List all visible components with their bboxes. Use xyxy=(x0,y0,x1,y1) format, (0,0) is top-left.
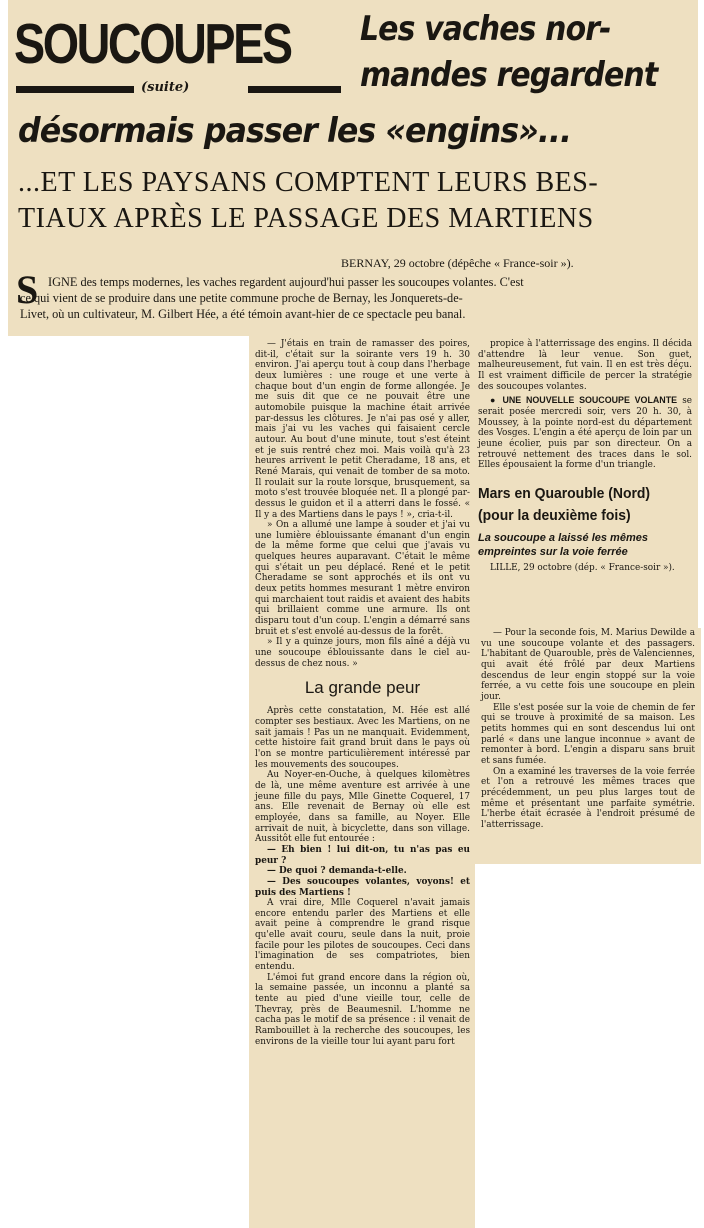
col1-paragraph: » Il y a quinze jours, mon fils aîné a déjà vu une soucoupe éblouissante dans le ciel au-dessus de chez nous. » xyxy=(255,637,470,669)
column-left xyxy=(249,336,475,1228)
suite-rule-left xyxy=(16,86,134,93)
col1-paragraph: — Des soucoupes volantes, voyons! et puis des Martiens ! xyxy=(255,876,470,898)
headline xyxy=(360,6,657,98)
lead-line-3: Livet, où un cultivateur, M. Gilbert Hée, a été témoin avant-hier de ce spectacle peu banal. xyxy=(20,307,466,321)
suite-rule-right xyxy=(248,86,341,93)
subhead-la-grande-peur: La grande peur xyxy=(304,678,421,698)
col1-paragraph: » On a allumé une lampe à souder et j'ai vu une lumière éblouissante émanant d'un engin de la même forme que celui que j'avais vu quelques heures auparavant. C'était le même qui s'était un peu déplacé. René et le petit Cheradame se sont approchés et ils ont vu deux petits hommes mesurant 1 mètre environ qui marchaient tout raidis et avaient des habits qui brillaient comme une armure. Ils ont disparu tout d'un coup. L'engin a démarré sans bruit et s'est envolé au-dessus de la forêt. xyxy=(255,520,470,637)
subheadline xyxy=(18,165,598,237)
column-right-bottom xyxy=(475,628,701,864)
col1-paragraph: L'émoi fut grand encore dans la région où, la semaine passée, un inconnu a planté sa tente au pied d'une vieille tour, celle de Thevray, près de Beaumesnil. L'homme ne cacha pas le motif de sa présence : il venait de Rambouillet à la recherche des soucoupes, les environs de la vieille tour lui ayant paru fort xyxy=(255,972,470,1047)
bullet-lead: ● UNE NOUVELLE SOUCOUPE VOLANTE xyxy=(490,395,678,406)
box-paragraph: — Pour la seconde fois, M. Marius Dewilde a vu une soucoupe volante et des passagers. L'habitant de Quarouble, près de Valenciennes, qui avait été frôlé par deux Martiens descendus de leur engin stoppé sur la voie ferrée, a vu cette fois une soucoupe en plein jour. xyxy=(481,628,695,702)
subheadline-line-1: ...ET LES PAYSANS COMPTENT LEURS BES- xyxy=(18,167,599,198)
headline-line-1: Les vaches nor- xyxy=(360,9,611,49)
col2-paragraph: propice à l'atterrissage des engins. Il décida d'attendre là leur venue. Son guet, malheureusement, fut vain. Il en est très déçu. Il est vraiment difficile de percer la stratégie des soucoupes volantes. xyxy=(478,339,692,392)
col1-paragraph: Au Noyer-en-Ouche, à quelques kilomètres de là, une même aventure est arrivée à une jeune fille du pays, Mlle Ginette Coquerel, 17 ans. Elle revenait de Bernay où elle est employée, dans sa famille, au Noyer. Elle arrivait de nuit, à bicyclette, dans son village. Aussitôt elle fut entourée : xyxy=(255,770,470,845)
headline-line-3: désormais passer les «engins»... xyxy=(18,111,572,151)
header-clipping xyxy=(8,0,698,336)
lead-line-1: IGNE des temps modernes, les vaches regardent aujourd'hui passer les soucoupes volantes. C'est xyxy=(48,275,524,289)
bullet-text: se serait posée mercredi soir, vers 20 h. 30, à Moussey, à la pointe nord-est du département des Vosges. L'engin a été aperçu de loin par un jeune écolier, puis par son directeur. On a retrouvé nettement des traces dans le sol. Elles épousaient la forme d'un triangle. xyxy=(478,396,692,471)
lead-paragraph xyxy=(20,274,693,322)
box-title-line-1: Mars en Quarouble (Nord) xyxy=(478,484,651,502)
subheadline-line-2: TIAUX APRÈS LE PASSAGE DES MARTIENS xyxy=(18,203,594,234)
box-deck: La soucoupe a laissé les mêmes empreintes sur la voie ferrée xyxy=(478,531,648,558)
col1-paragraph: A vrai dire, Mlle Coquerel n'avait jamais encore entendu parler des Martiens et elle avait peine à comprendre le grand risque qu'elle avait couru, seule dans la nuit, proie facile pour les pilotes de soucoupes. Ceci dans l'imagination de ses compatriotes, bien entendu. xyxy=(255,898,470,973)
col1-paragraph: — J'étais en train de ramasser des poires, dit-il, c'était sur la soirante vers 19 h. 30 environ. J'ai aperçu tout à coup dans l'herbage deux lumières : une rouge et une verte à chaque bout d'un engin de forme allongée. Je me suis dit que ce ne pouvait être une automobile puisque la machine était arrivée par-dessus les clôtures. Je n'ai pas osé y aller, mais j'ai vu les vaches qui faisaient cercle autour. Au bout d'une minute, tout s'est éteint et je suis rentré chez moi. Mais voilà qu'à 23 heures arrivent le petit Cheradame, 18 ans, et René Marais, qui venait de tomber de sa moto. Il roulait sur la route lorsque, brusquement, sa moto s'est trouvée bloquée net. Il a plongé par-dessus le guidon et il a atterri dans le fossé. « Il y a des Martiens dans le pays ! », cria-t-il. xyxy=(255,339,470,520)
lead-dropcap: S xyxy=(16,267,39,312)
box-first-paragraph xyxy=(478,563,692,574)
kicker: SOUCOUPES xyxy=(14,12,291,76)
col1-paragraph: — De quoi ? demanda-t-elle. xyxy=(267,866,407,877)
col2-bullet-paragraph xyxy=(478,395,692,471)
dateline: BERNAY, 29 octobre (dépêche « France-soir »). xyxy=(341,256,574,270)
box-paragraph: On a examiné les traverses de la voie ferrée et l'on a retrouvé les mêmes traces que précédemment, un peu plus larges tout de même et présentant une parfaite symétrie. L'herbe était écrasée à l'endroit présumé de l'atterrissage. xyxy=(481,766,695,830)
box-dateline: LILLE, 29 octobre (dép. « France-soir »). xyxy=(490,562,675,573)
headline-line-2: mandes regardent xyxy=(360,55,658,95)
col1-paragraph: — Eh bien ! lui dit-on, tu n'as pas eu peur ? xyxy=(255,844,470,866)
col1-paragraph: Après cette constatation, M. Hée est allé compter ses bestiaux. Avec les Martiens, on ne sait jamais ! Pas un ne manquait. Evidemment, cette histoire fait grand bruit dans le pays où l'on se montre particulièrement intéressé par les mouvements des soucoupes. xyxy=(255,706,470,770)
suite-label: (suite) xyxy=(141,80,190,95)
box-paragraph: Elle s'est posée sur la voie de chemin de fer qui se trouve à proximité de sa maison. Les petits hommes qui en sont descendus lui ont parlé « dans une langue inconnue » avant de remonter à bord. L'engin a disparu sans bruit et sans fumée. xyxy=(481,702,695,766)
lead-line-2: ce qui vient de se produire dans une petite commune proche de Bernay, les Jonquerets-de- xyxy=(20,291,463,305)
column-right-top xyxy=(472,336,698,628)
box-title-line-2: (pour la deuxième fois) xyxy=(478,506,631,524)
box-title xyxy=(478,483,677,527)
